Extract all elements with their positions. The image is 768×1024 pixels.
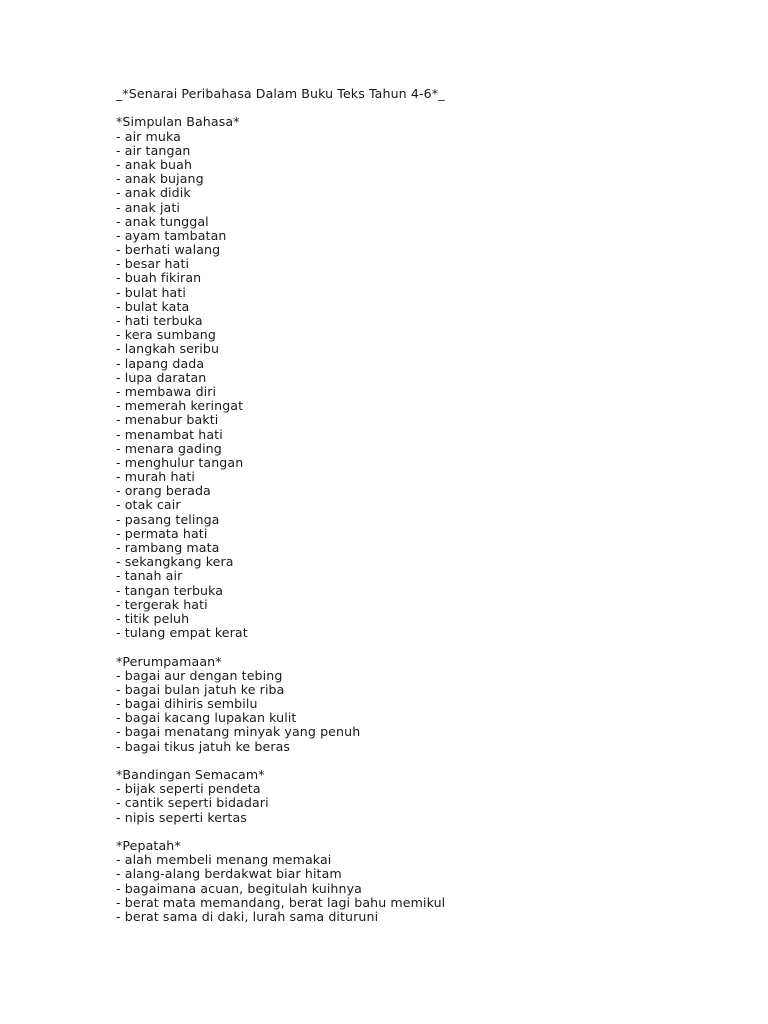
section-heading: *Bandingan Semacam* xyxy=(116,767,265,782)
list-item: - berhati walang xyxy=(116,242,221,258)
list-item: - bagai bulan jatuh ke riba xyxy=(116,681,285,697)
section-heading: *Simpulan Bahasa* xyxy=(116,114,240,130)
section-0 xyxy=(116,115,736,654)
section-1 xyxy=(116,655,736,769)
list-item: - alah membeli menang memakai xyxy=(116,852,332,868)
list-item: - bagaimana acuan, begitulah kuihnya xyxy=(116,880,362,896)
section-3 xyxy=(116,839,736,924)
list-item: - murah hati xyxy=(116,469,196,485)
list-item: - tanah air xyxy=(116,568,183,584)
list-item: - menghulur tangan xyxy=(116,454,244,470)
list-item: - bagai menatang minyak yang penuh xyxy=(116,724,361,740)
list-item: - anak tunggal xyxy=(116,213,209,229)
list-item: - kera sumbang xyxy=(116,327,216,343)
list-item: - memerah keringat xyxy=(116,398,244,414)
list-item: - tulang empat kerat xyxy=(116,625,248,641)
section-heading: *Pepatah* xyxy=(116,837,181,853)
list-item: - buah fikiran xyxy=(116,270,202,286)
list-item: - cantik seperti bidadari xyxy=(116,795,269,811)
list-item: - tergerak hati xyxy=(116,596,208,612)
list-item: - bijak seperti pendeta xyxy=(116,781,261,797)
list-item: - anak buah xyxy=(116,156,193,172)
document-page xyxy=(116,87,736,924)
list-item: - menambat hati xyxy=(116,426,223,442)
section-list xyxy=(116,115,736,924)
list-item: - permata hati xyxy=(116,525,208,541)
document-title: _*Senarai Peribahasa Dalam Buku Teks Tahun 4-6*_ xyxy=(116,86,445,101)
list-item: - pasang telinga xyxy=(116,511,220,527)
list-item: - anak didik xyxy=(116,185,191,201)
list-item: - membawa diri xyxy=(116,383,217,399)
list-item: - ayam tambatan xyxy=(116,227,227,243)
list-item: - bulat hati xyxy=(116,284,187,300)
list-item: - hati terbuka xyxy=(116,313,203,328)
list-item: - lapang dada xyxy=(116,355,205,371)
list-item: - rambang mata xyxy=(116,540,220,555)
list-item: - bagai kacang lupakan kulit xyxy=(116,710,297,726)
list-item: - besar hati xyxy=(116,256,190,272)
section-gap xyxy=(116,754,736,768)
list-item: - air tangan xyxy=(116,142,191,158)
list-item: - nipis seperti kertas xyxy=(116,809,247,825)
list-item: - bagai dihiris sembilu xyxy=(116,696,258,712)
list-item: - bagai tikus jatuh ke beras xyxy=(116,738,291,754)
section-gap xyxy=(116,640,736,654)
list-item: - bulat kata xyxy=(116,298,190,314)
list-item: - anak bujang xyxy=(116,171,204,187)
list-item: - air muka xyxy=(116,128,181,144)
section-2 xyxy=(116,768,736,839)
list-item: - tangan terbuka xyxy=(116,582,224,598)
list-item: - orang berada xyxy=(116,483,211,499)
section-gap xyxy=(116,825,736,839)
list-item: - titik peluh xyxy=(116,610,190,626)
list-item: - anak jati xyxy=(116,199,181,215)
list-item: - otak cair xyxy=(116,497,181,513)
section-heading: *Perumpamaan* xyxy=(116,653,222,669)
list-item: - berat sama di daki, lurah sama dituruni xyxy=(116,908,379,924)
list-item: - alang-alang berdakwat biar hitam xyxy=(116,866,342,882)
list-item: - berat mata memandang, berat lagi bahu memikul xyxy=(116,894,446,910)
list-item: - langkah seribu xyxy=(116,341,220,357)
list-item: - sekangkang kera xyxy=(116,554,234,570)
list-item: - lupa daratan xyxy=(116,369,207,385)
list-item: - menara gading xyxy=(116,440,222,456)
list-item: - menabur bakti xyxy=(116,412,219,428)
list-item: - bagai aur dengan tebing xyxy=(116,667,283,683)
